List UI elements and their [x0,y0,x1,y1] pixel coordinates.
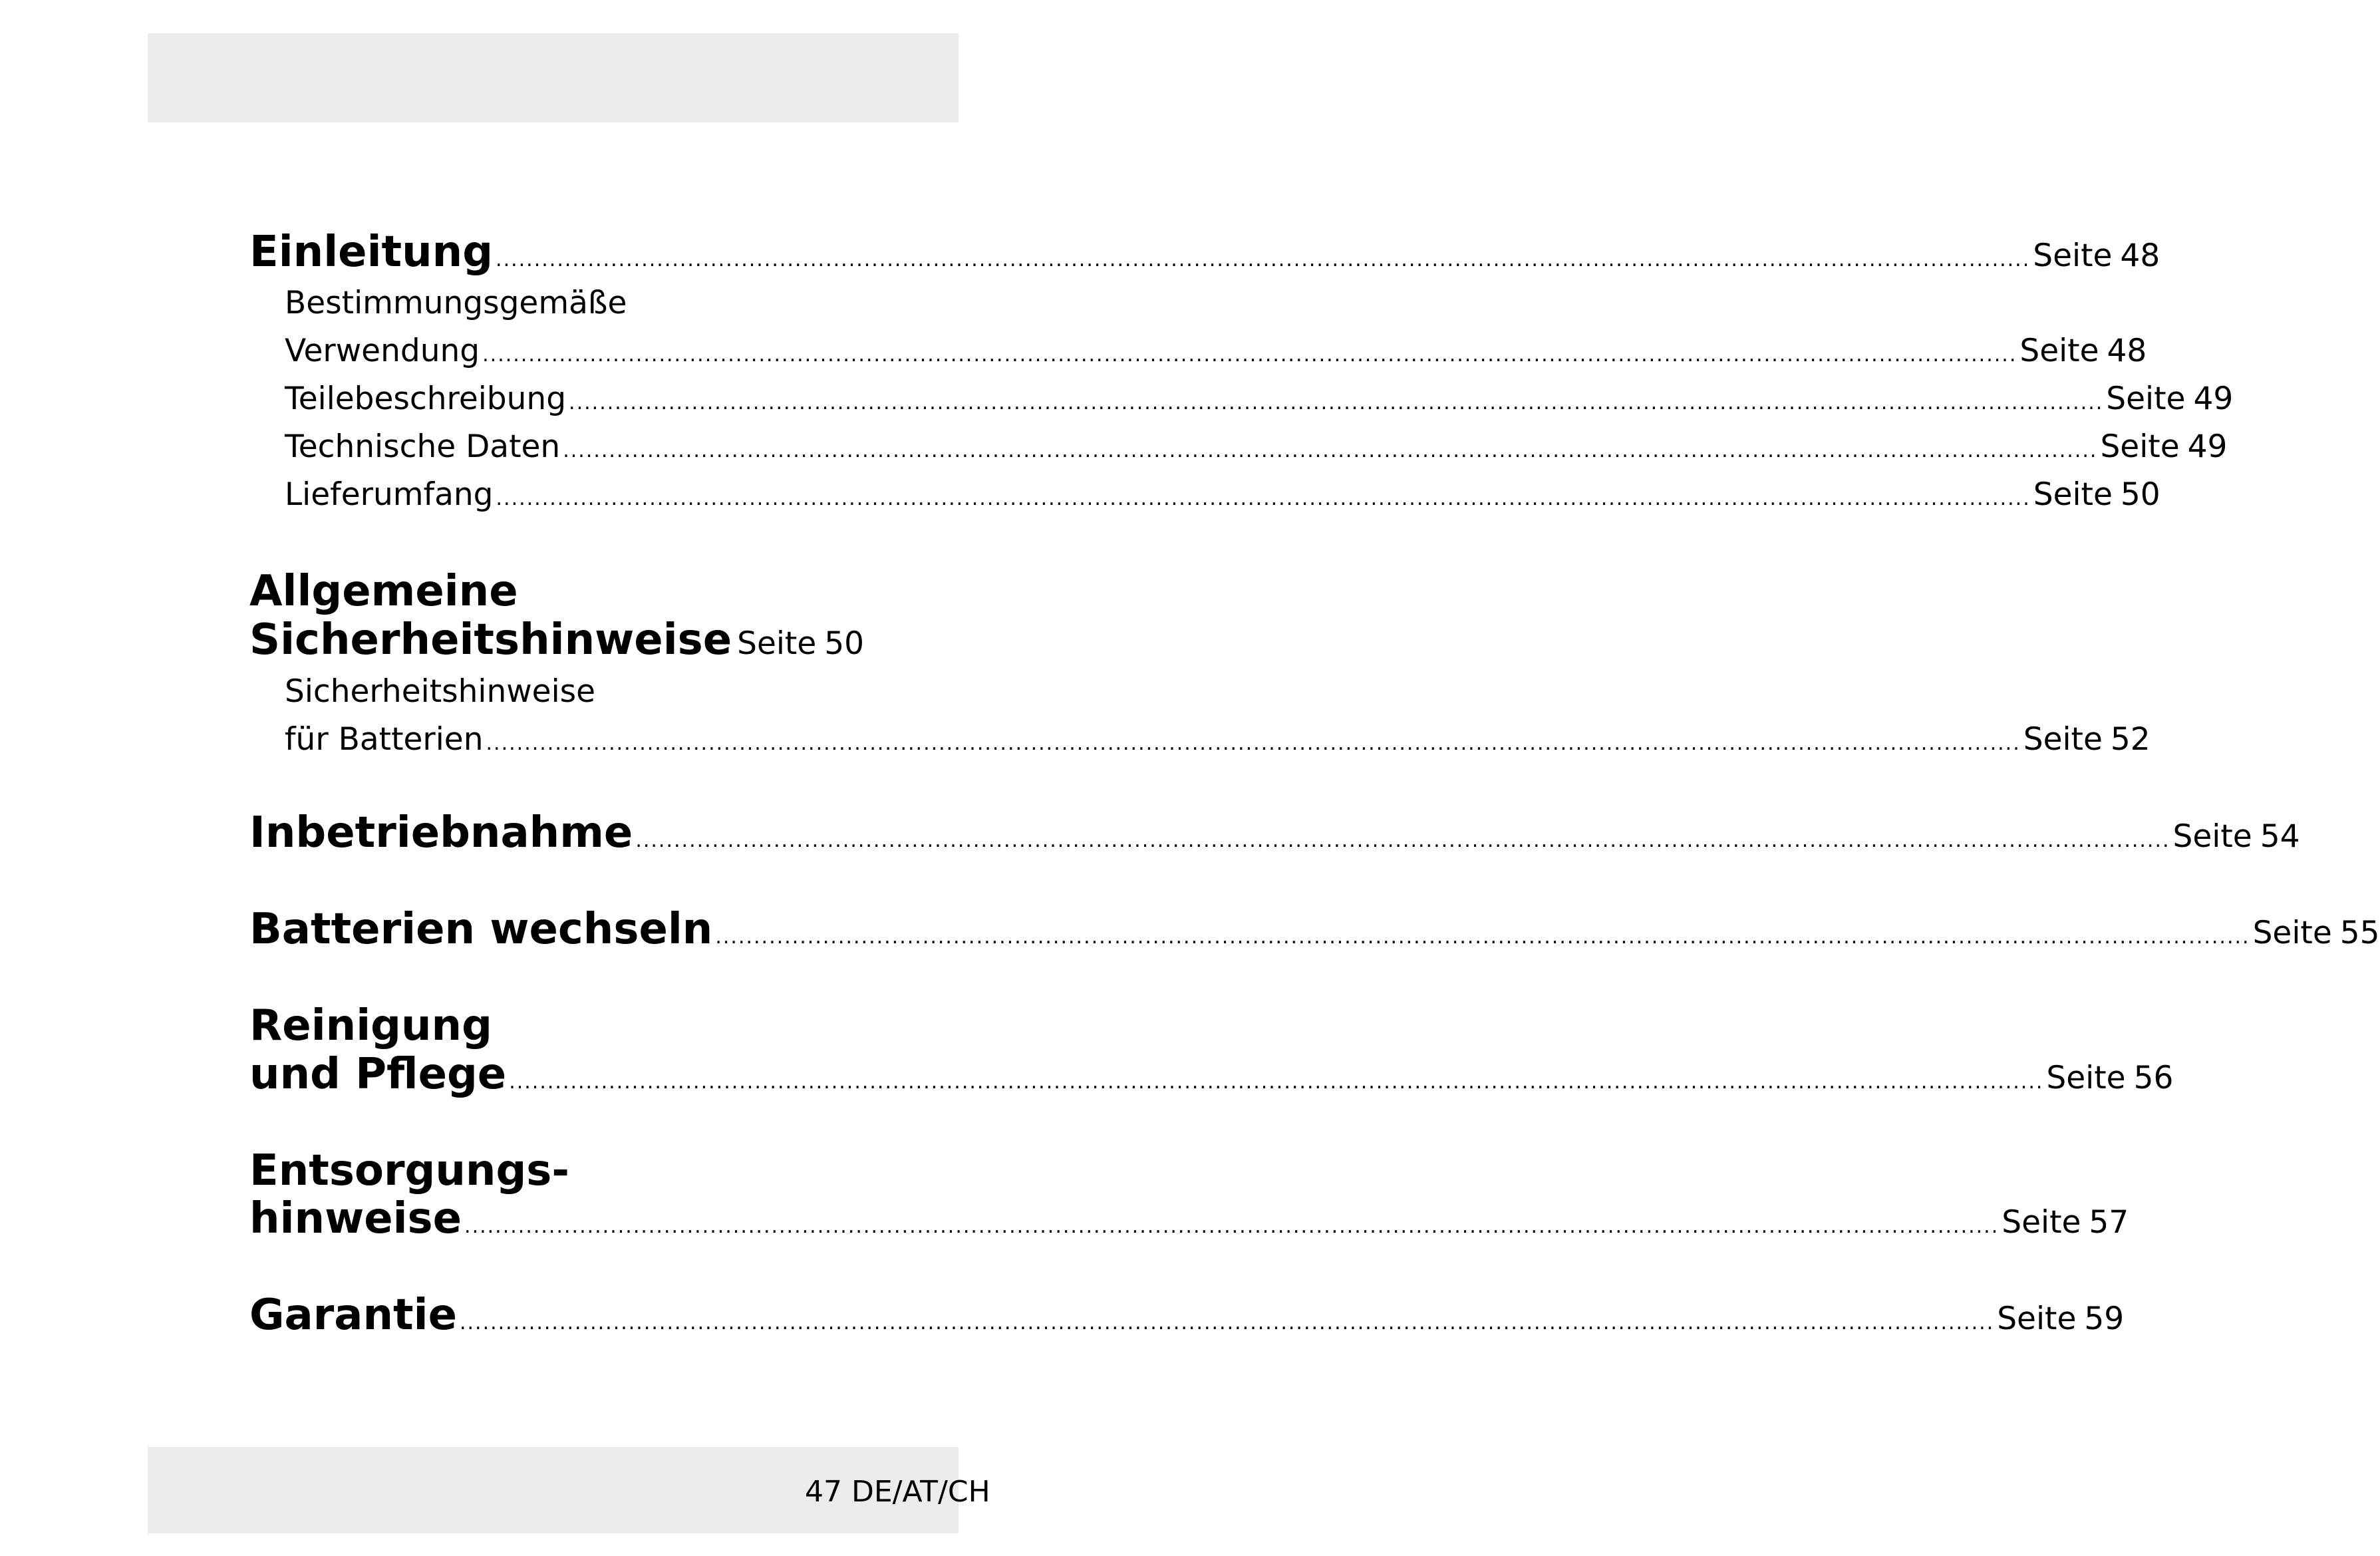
toc-seite-label: Seite [2023,721,2103,758]
toc-page-number: 50 [824,625,865,662]
toc-page-number: 48 [2107,333,2147,369]
toc-page-number: 49 [2193,381,2234,417]
toc-page-number: 48 [2120,237,2160,274]
toc-entry-lieferumfang[interactable] [285,476,2160,513]
toc-entry-line1: Reinigung [249,1001,492,1050]
footer-band [148,1447,990,1533]
toc-title: hinweise [249,1194,462,1243]
toc-title: Inbetriebnahme [249,808,633,857]
toc-title: Verwendung [285,333,480,369]
toc-leader-dots [482,343,2017,367]
toc-page-number: 49 [2187,428,2228,465]
toc-page-number: 55 [2339,915,2380,951]
toc-page-number: 52 [2110,721,2151,758]
toc-page-number: 59 [2084,1301,2125,1337]
toc-seite-label: Seite [2033,237,2113,274]
toc-leader-dots [635,829,2170,852]
toc-seite-label: Seite [2033,476,2113,513]
header-band [148,33,959,122]
toc-seite-label: Seite [2002,1204,2081,1241]
toc-title: Technische Daten [285,428,561,465]
toc-title: und Pflege [249,1050,507,1099]
toc-seite-label: Seite [1997,1301,2077,1337]
toc-entry-verwendung[interactable] [285,333,2147,369]
toc-entry-reinigung[interactable] [249,1050,2174,1099]
toc-entry-inbetriebnahme[interactable] [249,808,2300,857]
toc-seite-label: Seite [2046,1060,2126,1096]
toc-leader-dots [496,487,2031,510]
toc-seite-label: Seite [2252,915,2332,951]
toc-entry-line1: Allgemeine [249,567,518,616]
toc-title: Teilebeschreibung [285,381,567,417]
toc-title: Garantie [249,1291,457,1340]
toc-seite-label: Seite [2019,333,2099,369]
toc-title: Batterien wechseln [249,905,713,954]
toc-title: für Batterien [285,721,484,758]
toc-seite-label: Seite [2100,428,2180,465]
toc-page-number: 50 [2120,476,2160,513]
toc-subentry-line1: Bestimmungsgemäße [285,285,627,321]
toc-entry-garantie[interactable] [249,1291,2125,1340]
toc-subentry-line1: Sicherheitshinweise [285,673,596,710]
toc-leader-dots [569,391,2103,414]
toc-entry-batterien-hinweise[interactable] [285,721,2151,758]
toc-entry-einleitung[interactable] [249,228,2160,277]
toc-seite-label: Seite [2106,381,2186,417]
toc-page-number: 54 [2260,818,2300,855]
toc-entry-batterien-wechseln[interactable] [249,905,2380,954]
toc-leader-dots [486,732,2021,755]
toc-page-number: 56 [2133,1060,2174,1096]
toc-title: Einleitung [249,228,494,277]
toc-title: Lieferumfang [285,476,494,513]
toc-leader-dots [715,925,2250,949]
toc-leader-dots [464,1215,1999,1238]
toc-leader-dots [563,439,2097,462]
toc-entry-line1: Entsorgungs- [249,1146,569,1195]
toc-entry-teilebeschreibung[interactable] [285,381,2234,417]
toc-leader-dots [509,1070,2043,1094]
toc-seite-label: Seite [2172,818,2252,855]
toc-entry-entsorgung[interactable] [249,1194,2129,1243]
toc-seite-label: Seite [737,625,817,662]
toc-entry-sicherheitshinweise[interactable] [249,615,865,665]
toc-entry-technische-daten[interactable] [285,428,2228,465]
page-number-label: 47 DE/AT/CH [805,1475,990,1509]
toc-title: Sicherheitshinweise [249,615,732,665]
toc-leader-dots [496,248,2030,271]
toc-page-number: 57 [2089,1204,2129,1241]
toc-leader-dots [460,1311,1994,1334]
